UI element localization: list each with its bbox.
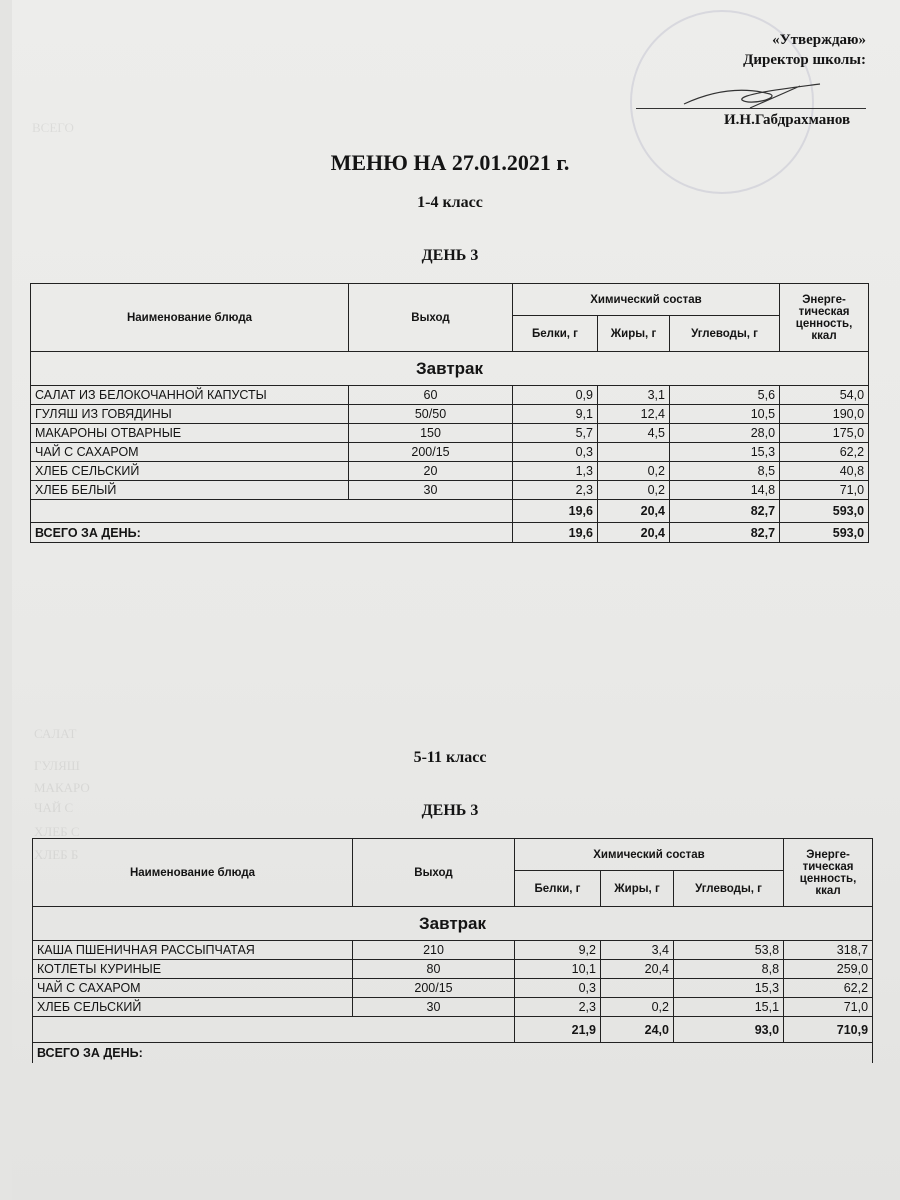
bleed-text: ВСЕГО [32, 120, 74, 135]
subtotal-row [33, 1017, 873, 1043]
dish-fat: 0,2 [598, 481, 670, 500]
page-title: МЕНЮ НА 27.01.2021 г. [330, 150, 570, 175]
dish-energy: 54,0 [780, 386, 869, 405]
dish-energy: 62,2 [780, 443, 869, 462]
table-row [33, 979, 873, 998]
dish-name: ХЛЕБ СЕЛЬСКИЙ [31, 462, 349, 481]
dish-carbs: 15,1 [674, 998, 784, 1017]
dish-output: 80 [353, 960, 515, 979]
dish-output: 150 [349, 424, 513, 443]
col-header-chem: Химический состав [513, 284, 780, 316]
approval-position: Директор школы: [743, 52, 866, 68]
dish-output: 200/15 [353, 979, 515, 998]
col-header-carbs: Углеводы, г [670, 316, 780, 352]
bleed-text: ХЛЕБ Б [34, 847, 79, 862]
total-carbs: 82,7 [670, 523, 780, 543]
bleed-text: ГУЛЯШ [34, 758, 80, 773]
dish-output: 50/50 [349, 405, 513, 424]
dish-fat [598, 443, 670, 462]
table-row [31, 481, 869, 500]
subtotal-fat: 20,4 [598, 500, 670, 523]
col-header-name: Наименование блюда [33, 839, 353, 907]
dish-name: МАКАРОНЫ ОТВАРНЫЕ [31, 424, 349, 443]
dish-carbs: 15,3 [674, 979, 784, 998]
subtotal-energy: 593,0 [780, 500, 869, 523]
table-row [31, 405, 869, 424]
dish-name: КОТЛЕТЫ КУРИНЫЕ [33, 960, 353, 979]
col-header-carbs: Углеводы, г [674, 871, 784, 907]
total-row [33, 1043, 873, 1063]
dish-carbs: 10,5 [670, 405, 780, 424]
menu-table-2 [32, 838, 873, 1063]
dish-protein: 0,3 [513, 443, 598, 462]
col-header-energy: Энерге-тическая ценность, ккал [780, 284, 869, 352]
total-label: ВСЕГО ЗА ДЕНЬ: [31, 523, 513, 543]
dish-name: КАША ПШЕНИЧНАЯ РАССЫПЧАТАЯ [33, 941, 353, 960]
dish-fat: 12,4 [598, 405, 670, 424]
dish-fat: 20,4 [601, 960, 674, 979]
dish-name: ХЛЕБ СЕЛЬСКИЙ [33, 998, 353, 1017]
dish-energy: 71,0 [780, 481, 869, 500]
subtotal-energy: 710,9 [784, 1017, 873, 1043]
bleed-text: САЛАТ [34, 726, 77, 741]
bleed-text: МАКАРО [34, 780, 90, 795]
subtotal-row [31, 500, 869, 523]
subtotal-carbs: 82,7 [670, 500, 780, 523]
dish-output: 20 [349, 462, 513, 481]
col-header-protein: Белки, г [515, 871, 601, 907]
bleed-text: ХЛЕБ С [34, 824, 80, 839]
total-label: ВСЕГО ЗА ДЕНЬ: [33, 1043, 873, 1063]
dish-output: 30 [353, 998, 515, 1017]
dish-fat: 0,2 [598, 462, 670, 481]
dish-protein: 0,9 [513, 386, 598, 405]
subtotal-fat: 24,0 [601, 1017, 674, 1043]
col-header-fat: Жиры, г [601, 871, 674, 907]
total-protein: 19,6 [513, 523, 598, 543]
approval-title: «Утверждаю» [772, 32, 866, 48]
dish-protein: 0,3 [515, 979, 601, 998]
meal-heading: Завтрак [33, 907, 873, 941]
col-header-output: Выход [353, 839, 515, 907]
subtotal-protein: 19,6 [513, 500, 598, 523]
dish-protein: 2,3 [515, 998, 601, 1017]
subtotal-protein: 21,9 [515, 1017, 601, 1043]
dish-energy: 175,0 [780, 424, 869, 443]
dish-protein: 10,1 [515, 960, 601, 979]
dish-name: ХЛЕБ БЕЛЫЙ [31, 481, 349, 500]
signer-name: И.Н.Габдрахманов [724, 112, 851, 128]
bleed-text: ЧАЙ С [34, 800, 74, 815]
dish-fat: 3,1 [598, 386, 670, 405]
table-row [31, 443, 869, 462]
approval-block [743, 30, 866, 70]
table-row [33, 960, 873, 979]
signature-icon [680, 80, 830, 116]
grade-heading-1: 1-4 класс [417, 194, 483, 211]
dish-protein: 9,1 [513, 405, 598, 424]
dish-carbs: 15,3 [670, 443, 780, 462]
col-header-output: Выход [349, 284, 513, 352]
dish-energy: 62,2 [784, 979, 873, 998]
total-row [31, 523, 869, 543]
dish-carbs: 53,8 [674, 941, 784, 960]
table-row [31, 424, 869, 443]
dish-protein: 1,3 [513, 462, 598, 481]
menu-table-1 [30, 283, 869, 543]
dish-energy: 190,0 [780, 405, 869, 424]
dish-protein: 9,2 [515, 941, 601, 960]
total-fat: 20,4 [598, 523, 670, 543]
dish-name: ЧАЙ С САХАРОМ [31, 443, 349, 462]
col-header-name: Наименование блюда [31, 284, 349, 352]
col-header-energy: Энерге-тическая ценность, ккал [784, 839, 873, 907]
dish-name: ГУЛЯШ ИЗ ГОВЯДИНЫ [31, 405, 349, 424]
dish-fat: 3,4 [601, 941, 674, 960]
col-header-chem: Химический состав [515, 839, 784, 871]
subtotal-carbs: 93,0 [674, 1017, 784, 1043]
subtotal-blank [33, 1017, 515, 1043]
table-row [31, 462, 869, 481]
dish-carbs: 14,8 [670, 481, 780, 500]
dish-energy: 40,8 [780, 462, 869, 481]
dish-output: 200/15 [349, 443, 513, 462]
dish-fat: 0,2 [601, 998, 674, 1017]
dish-energy: 318,7 [784, 941, 873, 960]
signature-line [636, 108, 866, 109]
day-heading-1: ДЕНЬ 3 [421, 247, 479, 264]
day-heading-2: ДЕНЬ 3 [421, 802, 479, 819]
dish-carbs: 5,6 [670, 386, 780, 405]
dish-protein: 2,3 [513, 481, 598, 500]
dish-carbs: 28,0 [670, 424, 780, 443]
grade-heading-2: 5-11 класс [413, 749, 487, 766]
dish-output: 60 [349, 386, 513, 405]
dish-fat: 4,5 [598, 424, 670, 443]
subtotal-blank [31, 500, 513, 523]
dish-output: 30 [349, 481, 513, 500]
dish-name: САЛАТ ИЗ БЕЛОКОЧАННОЙ КАПУСТЫ [31, 386, 349, 405]
dish-carbs: 8,5 [670, 462, 780, 481]
dish-name: ЧАЙ С САХАРОМ [33, 979, 353, 998]
total-energy: 593,0 [780, 523, 869, 543]
dish-carbs: 8,8 [674, 960, 784, 979]
meal-heading: Завтрак [31, 352, 869, 386]
dish-fat [601, 979, 674, 998]
dish-energy: 259,0 [784, 960, 873, 979]
table-row [33, 998, 873, 1017]
col-header-fat: Жиры, г [598, 316, 670, 352]
table-row [31, 386, 869, 405]
dish-protein: 5,7 [513, 424, 598, 443]
table-row [33, 941, 873, 960]
dish-output: 210 [353, 941, 515, 960]
dish-energy: 71,0 [784, 998, 873, 1017]
col-header-protein: Белки, г [513, 316, 598, 352]
